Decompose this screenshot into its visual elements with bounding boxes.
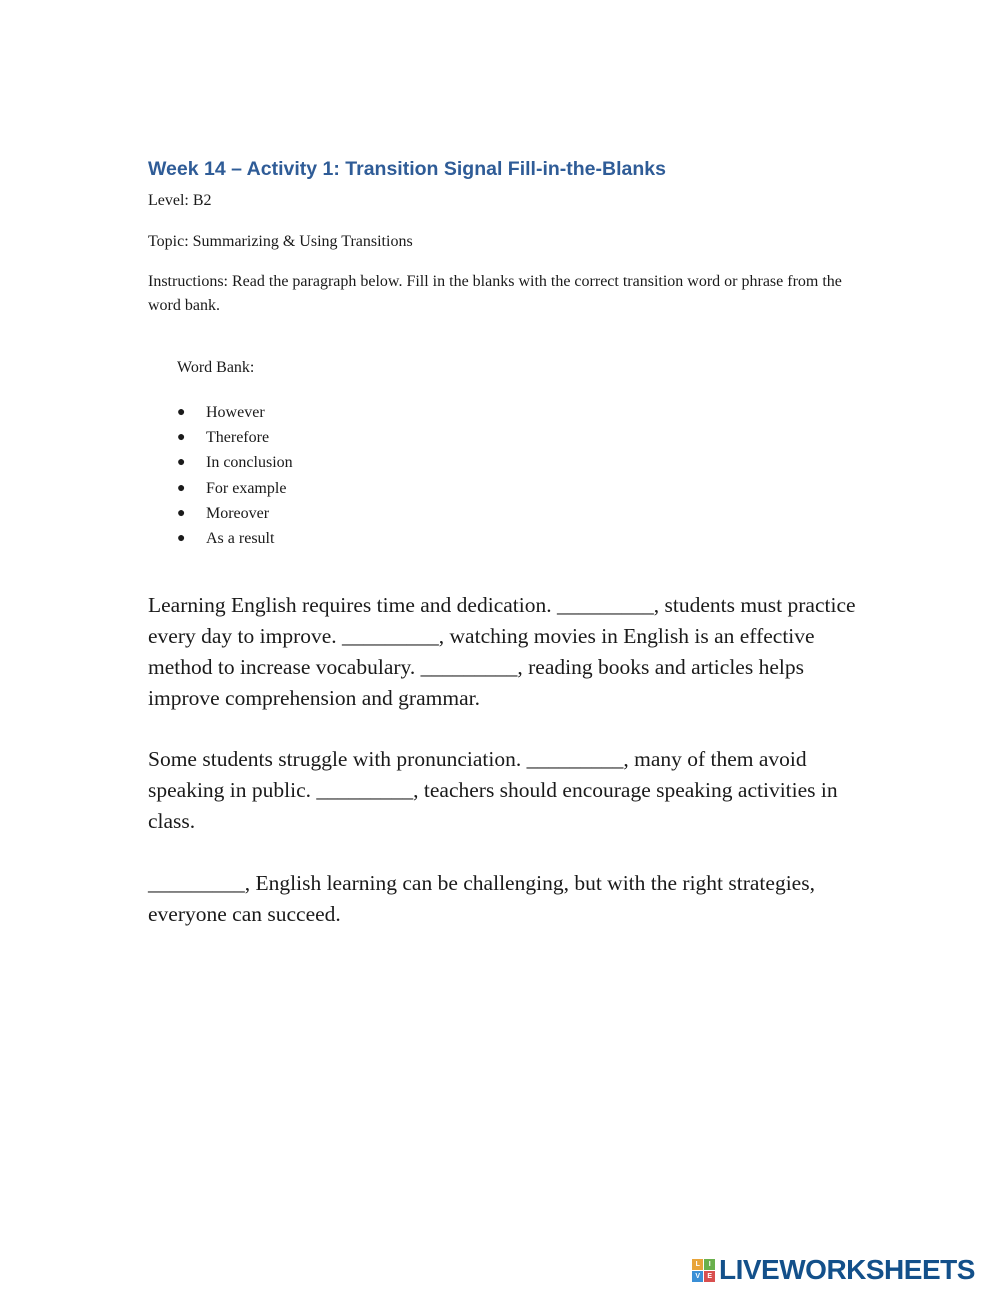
word-bank-list [177,400,293,551]
bullet-icon: ● [177,430,186,446]
list-item [177,425,293,450]
list-item [177,476,293,501]
passage-paragraph-2: Some students struggle with pronunciation. _________, many of them avoid speaking in public. _________, teachers should encourage speaking activities in class. [148,747,838,833]
liveworksheets-logo[interactable] [692,1254,975,1286]
logo-square: E [704,1271,715,1282]
passage-paragraph-3: _________, English learning can be challenging, but with the right strategies, everyone can succeed. [148,871,815,926]
bullet-icon: ● [177,530,186,546]
word-bank-item: In conclusion [206,454,293,472]
list-item [177,501,293,526]
bullet-icon: ● [177,405,186,420]
topic-text: Topic: Summarizing & Using Transitions [148,233,413,250]
word-bank-item: Moreover [206,504,270,522]
logo-square: I [704,1259,715,1270]
page-title: Week 14 – Activity 1: Transition Signal Fill-in-the-Blanks [148,158,666,180]
bullet-icon: ● [177,505,186,521]
bullet-icon: ● [177,455,186,471]
list-item [177,400,293,425]
passage-paragraph-1: Learning English requires time and dedication. _________, students must practice every day to improve. _________, watching movies in English is an effective method to increase vocabulary. _________, reading books and articles helps improve comprehension and grammar. [148,593,856,710]
instructions-text: Instructions: Read the paragraph below. Fill in the blanks with the correct transition word or phrase from the word bank. [148,273,842,314]
list-item [177,450,293,475]
logo-square: L [692,1259,703,1270]
word-bank-item: However [206,404,265,421]
bullet-icon: ● [177,480,186,496]
logo-text: LIVEWORKSHEETS [719,1254,975,1285]
list-item [177,526,293,551]
logo-square: V [692,1271,703,1282]
word-bank-item: For example [206,479,287,497]
logo-mark-icon [692,1259,715,1282]
level-text: Level: B2 [148,192,212,209]
word-bank-item: As a result [206,529,275,547]
word-bank-item: Therefore [206,429,270,447]
word-bank-label: Word Bank: [177,359,255,376]
